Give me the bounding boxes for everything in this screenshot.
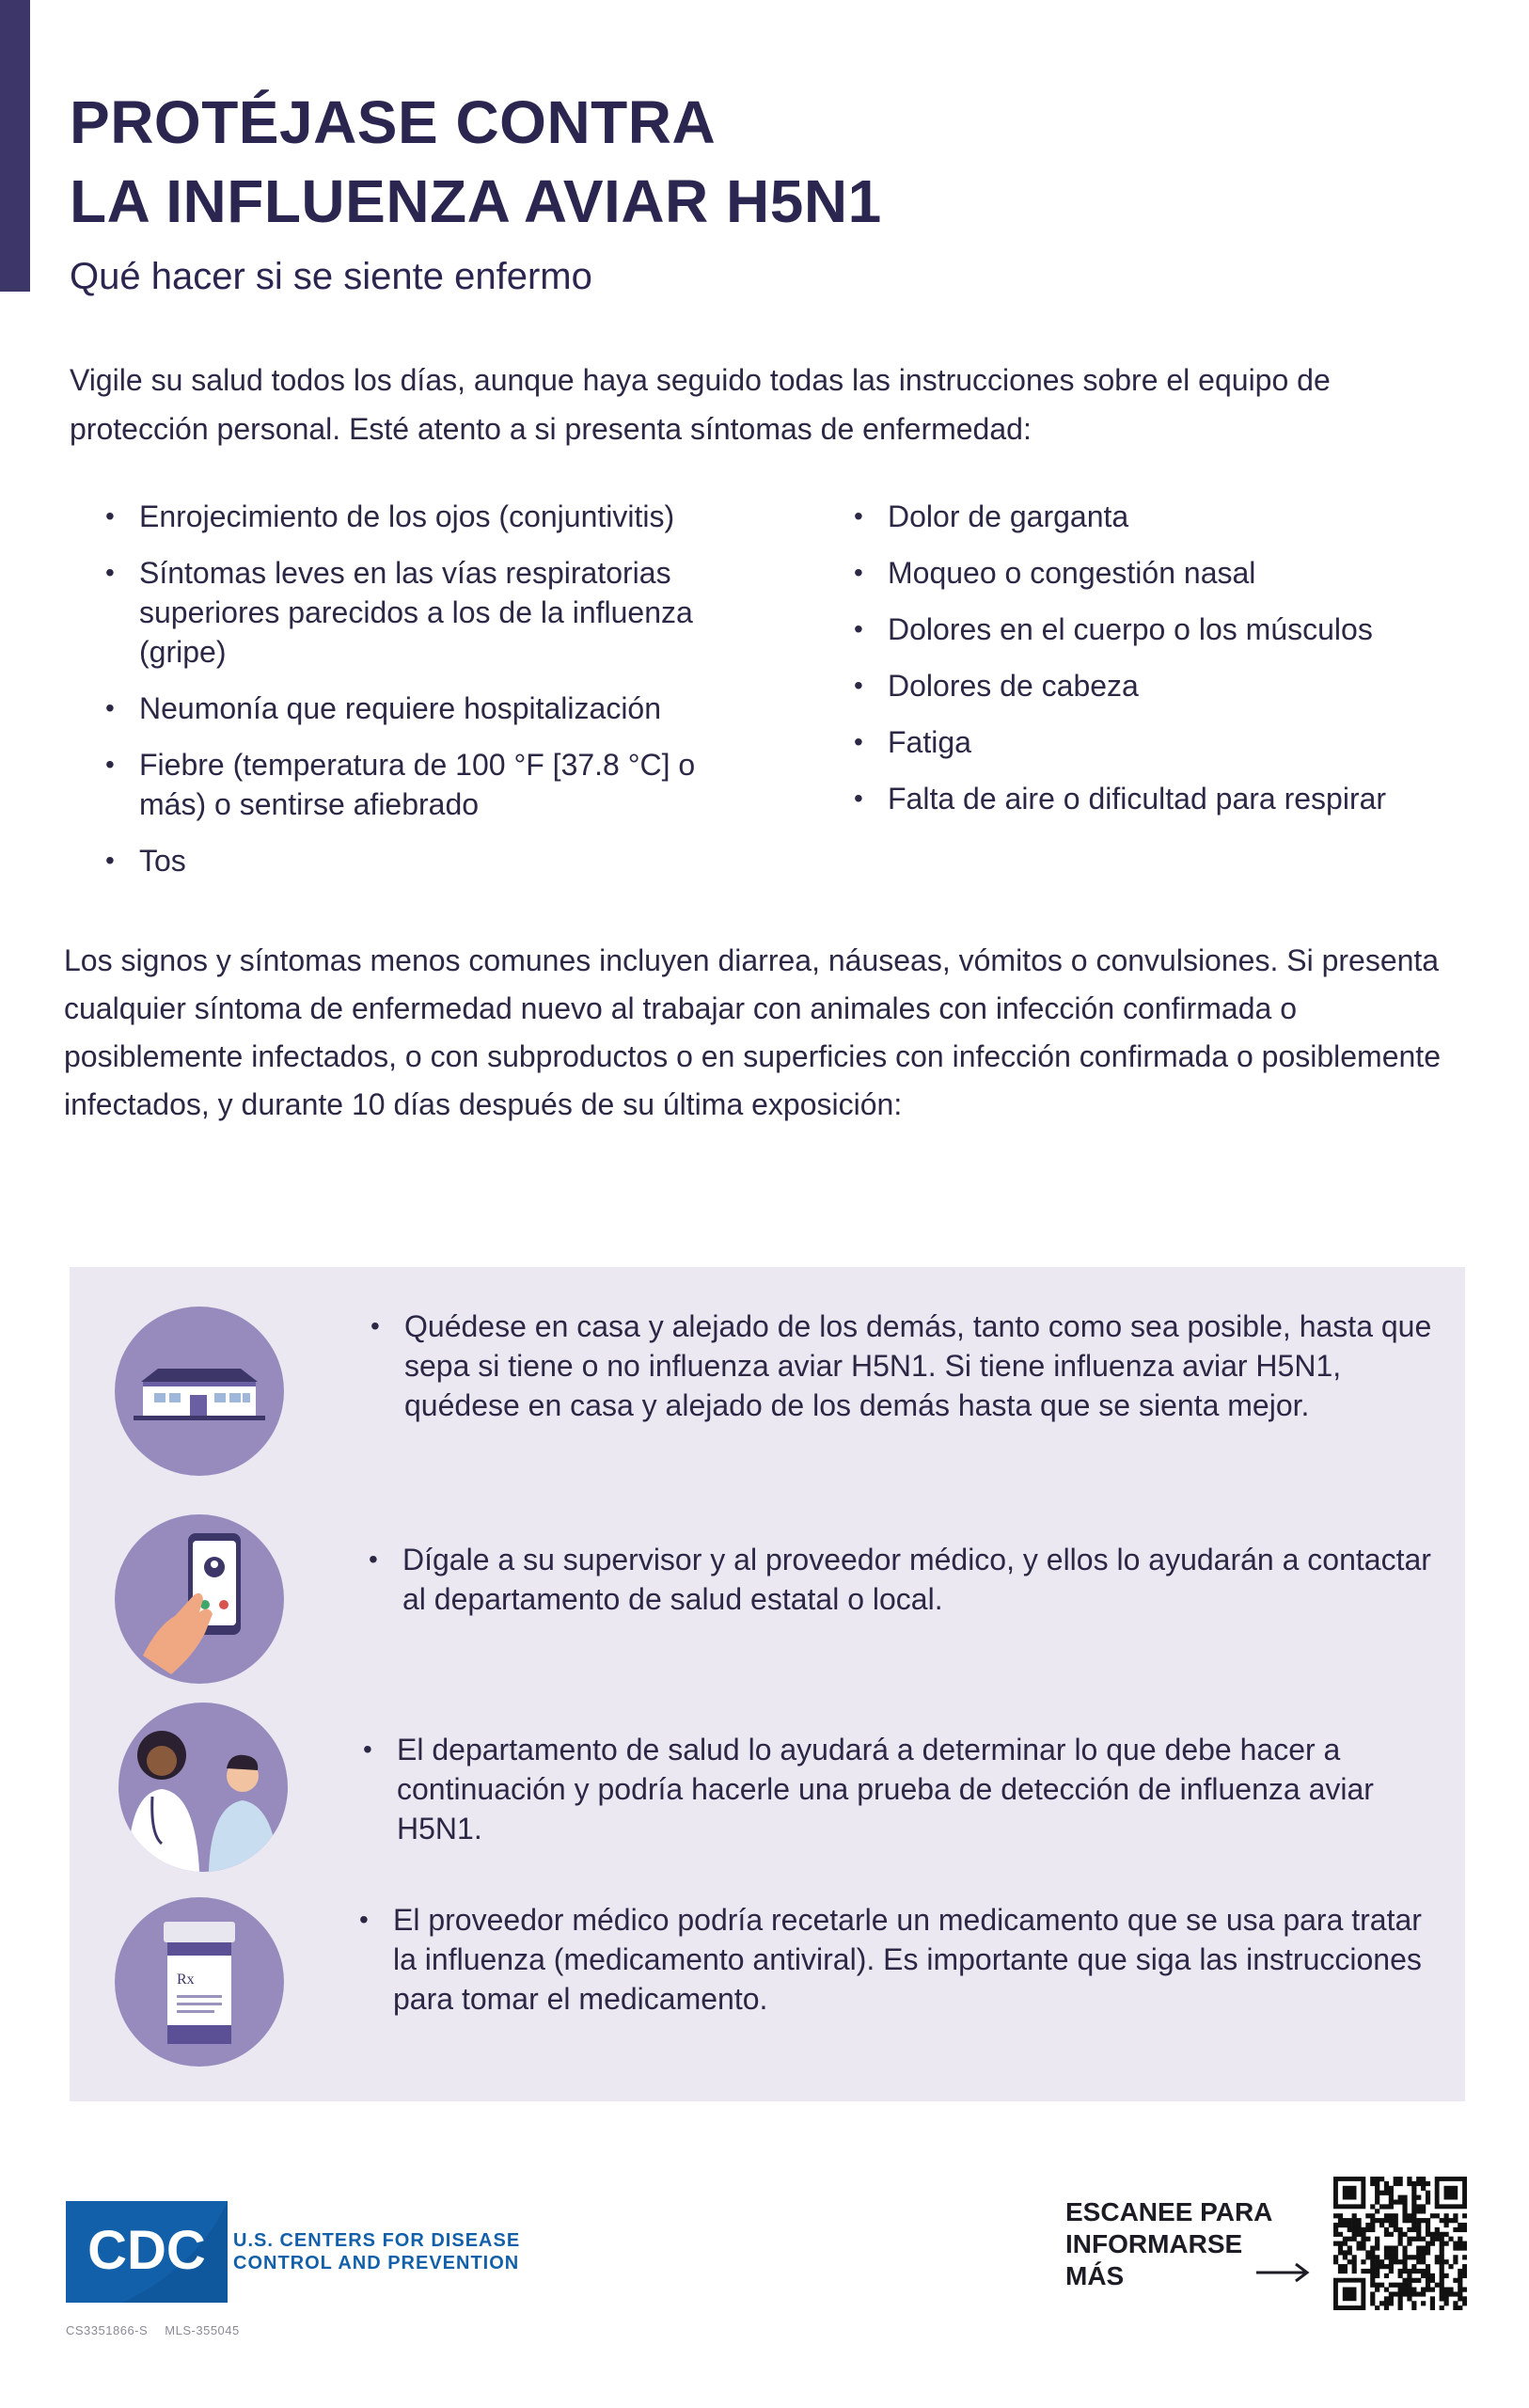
action-text: Dígale a su supervisor y al proveedor médico, y ellos lo ayudarán a contactar al departamento de salud estatal o local.: [402, 1543, 1431, 1616]
prescription-bottle-icon: [115, 1897, 284, 2067]
symptom-item: • Moqueo o congestión nasal: [854, 553, 1503, 593]
scan-line-2: INFORMARSE: [1065, 2229, 1243, 2258]
qr-code[interactable]: [1333, 2177, 1467, 2315]
symptom-item: • Fiebre (temperatura de 100 °F [37.8 °C] o más) o sentirse afiebrado: [105, 745, 764, 824]
symptom-list-left: [105, 497, 764, 897]
less-common-paragraph: Los signos y síntomas menos comunes incluyen diarrea, náuseas, vómitos o convulsiones. Si presenta cualquier síntoma de enfermedad nuevo al trabajar con animales con infección confirmada o posiblemente infectados, o con subproductos o en superficies con infección confirmada o posiblemente infectados, y durante 10 días después de su última exposición:: [64, 943, 1441, 1121]
symptom-list-right: [854, 497, 1503, 835]
action-item-antiviral: • El proveedor médico podría recetarle un medicamento que se usa para tratar la influenza (medicamento antiviral). Es importante que siga las instrucciones para tomar el medicamento.: [359, 1903, 1422, 2016]
symptom-item: • Dolores en el cuerpo o los músculos: [854, 610, 1503, 649]
document-code: CS3351866-S: [66, 2323, 149, 2337]
doctor-patient-icon: [118, 1703, 288, 1872]
action-item-health-department: • El departamento de salud lo ayudará a determinar lo que debe hacer a continuación y podría hacerle una prueba de detección de influenza aviar H5N1.: [363, 1733, 1374, 1846]
scan-line-3: MÁS: [1065, 2261, 1125, 2290]
symptom-item: • Fatiga: [854, 722, 1503, 762]
arrow-right-icon: [1254, 2261, 1311, 2289]
cdc-name-line-2: CONTROL AND PREVENTION: [233, 2253, 520, 2273]
cdc-logo-text: CDC: [87, 2220, 206, 2281]
intro-paragraph: Vigile su salud todos los días, aunque haya seguido todas las instrucciones sobre el equipo de protección personal. Esté atento a si presenta síntomas de enfermedad:: [70, 363, 1331, 446]
svg-text:Rx: Rx: [177, 1972, 195, 1988]
symptom-item: • Enrojecimiento de los ojos (conjuntivitis): [105, 497, 764, 536]
title-line-1: PROTÉJASE CONTRA: [70, 88, 717, 156]
action-text: El proveedor médico podría recetarle un medicamento que se usa para tratar la influenza (medicamento antiviral). Es importante que siga las instrucciones para tomar el medicamento.: [393, 1903, 1422, 2016]
symptom-item: • Neumonía que requiere hospitalización: [105, 689, 764, 728]
action-text: Quédese en casa y alejado de los demás, tanto como sea posible, hasta que sepa si tiene o no influenza aviar H5N1. Si tiene influenza aviar H5N1, quédese en casa y alejado de los demás hasta que se sienta mejor.: [404, 1309, 1432, 1422]
page-subtitle: Qué hacer si se siente enfermo: [70, 256, 592, 297]
action-text: El departamento de salud lo ayudará a determinar lo que debe hacer a continuación y podría hacerle una prueba de detección de influenza aviar H5N1.: [397, 1733, 1374, 1846]
action-item-tell-supervisor: • Dígale a su supervisor y al proveedor médico, y ellos lo ayudarán a contactar al departamento de salud estatal o local.: [369, 1543, 1431, 1616]
symptom-item: • Síntomas leves en las vías respiratorias superiores parecidos a los de la influenza (gripe): [105, 553, 764, 672]
scan-prompt: [1065, 2196, 1272, 2292]
document-codes: [66, 2323, 253, 2337]
header-accent-bar: [0, 0, 30, 292]
symptom-item: • Dolores de cabeza: [854, 666, 1503, 705]
cdc-name-line-1: U.S. CENTERS FOR DISEASE: [233, 2230, 521, 2251]
title-line-2: LA INFLUENZA AVIAR H5N1: [70, 167, 882, 235]
symptom-item: • Dolor de garganta: [854, 497, 1503, 536]
cdc-organization-name: [233, 2229, 520, 2274]
symptom-item: • Falta de aire o dificultad para respirar: [854, 779, 1503, 818]
phone-call-icon: [115, 1514, 284, 1684]
page-title: [70, 83, 882, 241]
house-icon: [115, 1307, 284, 1476]
action-item-stay-home: • Quédese en casa y alejado de los demás, tanto como sea posible, hasta que sepa si tiene o no influenza aviar H5N1. Si tiene influenza aviar H5N1, quédese en casa y alejado de los demás hasta que se sienta mejor.: [370, 1309, 1432, 1422]
symptom-item: • Tos: [105, 841, 764, 880]
actions-panel: [70, 1267, 1465, 2101]
document-code: MLS-355045: [165, 2323, 240, 2337]
cdc-logo: [66, 2201, 228, 2307]
scan-line-1: ESCANEE PARA: [1065, 2197, 1273, 2226]
